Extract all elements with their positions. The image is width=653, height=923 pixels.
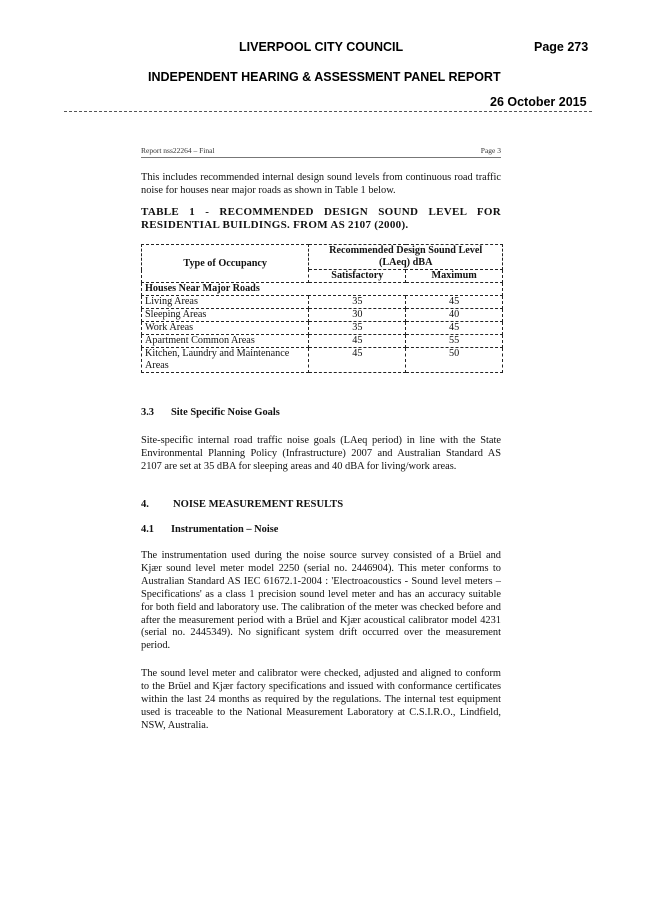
maximum-value: 40 [406,309,503,322]
table-section-row [142,283,503,296]
intro-paragraph: This includes recommended internal design sound levels from continuous road traffic noise for houses near major roads as shown in Table 1 below. [141,172,501,196]
section-4-1-paragraph-2: The sound level meter and calibrator were checked, adjusted and aligned to conform to the Brüel and Kjær factory specifications and issued with conformance certificates within the last 24 months as required by the regulations. The internal test equipment used is traceable to the National Measurement Laboratory at C.S.I.R.O., Lindfield, NSW, Australia. [141,668,501,731]
maximum-value: 45 [406,322,503,335]
section-number: 3.3 [141,407,154,418]
col-recommended-level: Recommended Design Sound Level (LAeq) dBA [309,245,503,270]
section-4-1-paragraph-1: The instrumentation used during the noise source survey consisted of a Brüel and Kjær sound level meter model 2250 (serial no. 2446904). This meter conforms to Australian Standard AS IEC 61672.1-2004 : 'Electroacoustics - Sound level meters – Specifications' as a class 1 precision sound level meter and has an accuracy suitable for both field and laboratory use. The calibration of the meter was checked before and after the measurement period with a Brüel and Kjær acoustical calibrator model 4231 (serial no. 2445349). No significant system drift occurred over the measurement period. [141,550,501,652]
section-title: NOISE MEASUREMENT RESULTS [173,499,344,510]
sound-level-table [141,244,503,373]
maximum-value: 45 [406,296,503,309]
col-satisfactory: Satisfactory [309,270,406,283]
section-3-3-heading [141,407,280,418]
satisfactory-value: 45 [309,335,406,348]
header-rule [64,111,592,112]
section-4-heading [141,499,343,510]
section-title: Instrumentation – Noise [171,524,279,535]
table-row [142,296,503,309]
table-caption: TABLE 1 - RECOMMENDED DESIGN SOUND LEVEL FOR RESIDENTIAL BUILDINGS. FROM AS 2107 (2000). [141,206,501,231]
satisfactory-value: 45 [309,348,406,373]
occupancy-type: Living Areas [142,296,309,309]
section-number: 4.1 [141,524,154,535]
table-header-row [142,245,503,270]
table-row [142,348,503,373]
section-title: Site Specific Noise Goals [171,407,280,418]
occupancy-type: Kitchen, Laundry and Maintenance Areas [142,348,309,373]
table-row [142,309,503,322]
maximum-value: 55 [406,335,503,348]
satisfactory-value: 35 [309,296,406,309]
report-reference-line [141,146,501,155]
table-row [142,322,503,335]
col-type-of-occupancy: Type of Occupancy [142,245,309,283]
section-3-3-paragraph: Site-specific internal road traffic noise goals (LAeq period) in line with the State Environmental Planning Policy (Infrastructure) 2007 and Australian Standard AS 2107 are set at 35 dBA for sleeping areas and 40 dBA for living/work areas. [141,435,501,472]
report-page: Page 3 [480,146,501,155]
page-number: Page 273 [534,40,589,54]
satisfactory-value: 30 [309,309,406,322]
occupancy-type: Sleeping Areas [142,309,309,322]
council-name: LIVERPOOL CITY COUNCIL [239,40,404,54]
report-title: INDEPENDENT HEARING & ASSESSMENT PANEL REPORT [148,70,501,84]
satisfactory-value: 35 [309,322,406,335]
table-row [142,335,503,348]
occupancy-type: Work Areas [142,322,309,335]
section-4-1-heading [141,524,278,535]
report-header-rule [141,157,501,158]
section-number: 4. [141,499,149,510]
section-houses-near-major-roads: Houses Near Major Roads [142,283,503,296]
report-date: 26 October 2015 [490,95,587,109]
report-reference: Report nss22264 – Final [141,146,215,155]
maximum-value: 50 [406,348,503,373]
occupancy-type: Apartment Common Areas [142,335,309,348]
col-maximum: Maximum [406,270,503,283]
